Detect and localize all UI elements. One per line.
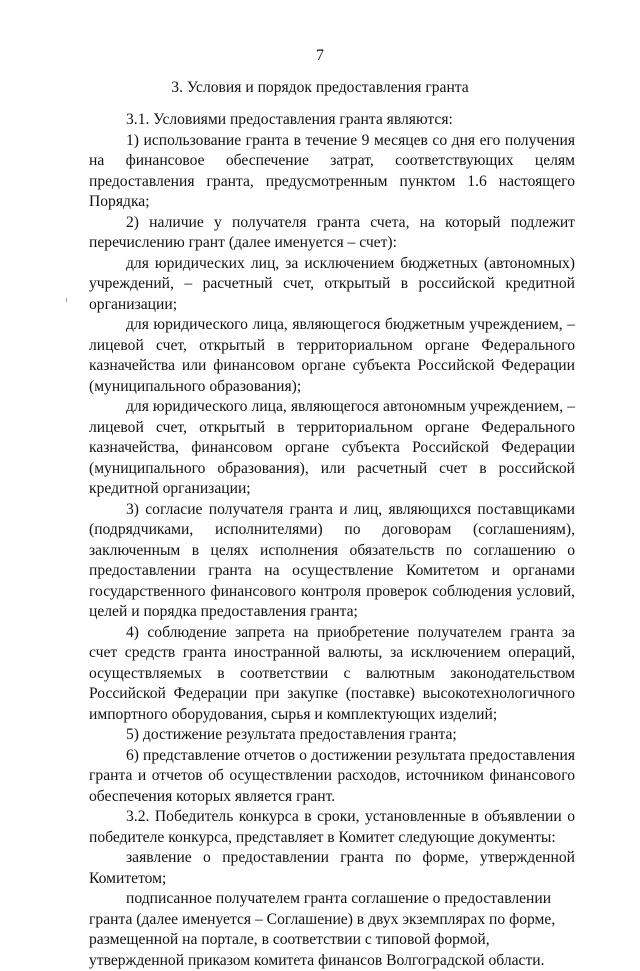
paragraph-3-2: 3.2. Победитель конкурса в сроки, установленные в объявлении о победителе конкурса, представляет в Комитет следующие документы: bbox=[89, 808, 575, 846]
condition-1: 1) использование гранта в течение 9 месяцев со дня его получения на финансовое обеспечение затрат, соответствующих целям предоставления гранта, предусмотренным пунктом 1.6 настоящего Порядка; bbox=[89, 131, 575, 210]
account-budget-institution: для юридического лица, являющегося бюджетным учреждением, – лицевой счет, открытый в территориальном органе Федерального казначейства или финансовом органе субъекта Российской Федерации (муниципального образования); bbox=[89, 316, 575, 395]
document-body bbox=[89, 110, 575, 971]
account-autonomous-institution: для юридического лица, являющегося автономным учреждением, – лицевой счет, открытый в территориальном органе Федерального казначейства, финансовом органе субъекта Российской Федерации (муниципального образования), или расчетный счет в российской кредитной организации; bbox=[89, 398, 575, 497]
condition-3: 3) согласие получателя гранта и лиц, являющихся поставщиками (подрядчиками, исполнителями) по договорам (соглашениям), заключенным в целях исполнения обязательств по соглашению о предоставлении гранта на осуществление Комитетом и органами государственного финансового контроля проверок соблюдения условий, целей и порядка предоставления гранта; bbox=[89, 500, 575, 620]
paragraph-3-1: 3.1. Условиями предоставления гранта являются: bbox=[126, 111, 453, 128]
condition-5: 5) достижение результата предоставления гранта; bbox=[126, 726, 457, 743]
account-legal-entities: для юридических лиц, за исключением бюджетных (автономных) учреждений, – расчетный счет, открытый в российской кредитной организации; bbox=[89, 254, 575, 313]
section-title: 3. Условия и порядок предоставления гранта bbox=[171, 79, 469, 96]
margin-mark bbox=[66, 298, 67, 302]
condition-4: 4) соблюдение запрета на приобретение получателем гранта за счет средств гранта иностранной валюты, за исключением операций, осуществляемых в соответствии с валютным законодательством Российской Федерации при закупке (поставке) высокотехнологичного импортного оборудования, сырья и комплектующих изделий; bbox=[89, 623, 575, 723]
page-number: 7 bbox=[316, 47, 324, 64]
document-application: заявление о предоставлении гранта по форме, утвержденной Комитетом; bbox=[89, 849, 575, 887]
condition-6: 6) представление отчетов о достижении результата предоставления гранта и отчетов об осуществлении расходов, источником финансового обеспечения которых является грант. bbox=[89, 746, 575, 805]
condition-2: 2) наличие у получателя гранта счета, на который подлежит перечислению грант (далее именуется – счет): bbox=[89, 213, 575, 251]
document-agreement: подписанное получателем гранта соглашение о предоставлении гранта (далее именуется – Соглашение) в двух экземплярах по форме, размещенной на портале, в соответствии с типовой формой, утвержденной приказом комитета финансов Волгоградской области. bbox=[89, 890, 556, 969]
